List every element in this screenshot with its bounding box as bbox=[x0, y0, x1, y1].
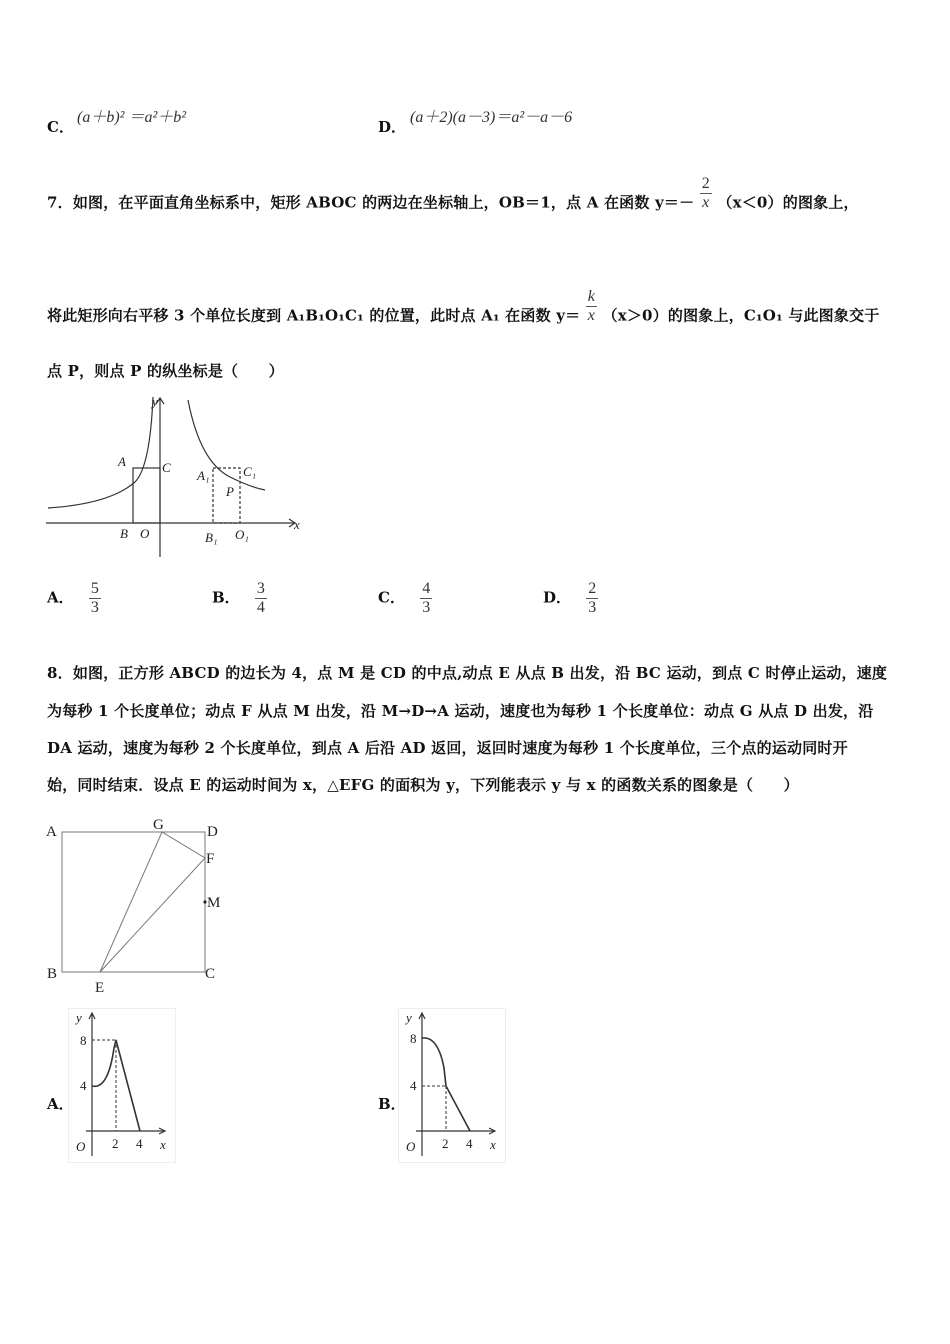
option-label: C． bbox=[378, 588, 405, 607]
label-g: G bbox=[153, 817, 164, 833]
triangle-efg bbox=[100, 832, 205, 972]
q8-line-4: 始，同时结束．设点 E 的运动时间为 x，△EFG 的面积为 y，下列能表示 y 与 x 的函数关系的图象是（ ） bbox=[47, 776, 799, 794]
q6-option-c bbox=[47, 116, 74, 137]
rectangle-aboc bbox=[133, 468, 160, 523]
option-label: D． bbox=[378, 118, 407, 136]
tick-4: 4 bbox=[80, 1078, 87, 1093]
label-b: B bbox=[47, 966, 58, 982]
q7-line-2 bbox=[47, 288, 880, 335]
tick-4-x: 4 bbox=[136, 1136, 143, 1151]
q6-option-d-expression: (a＋2)(a－3)＝a²－a－6 bbox=[410, 109, 573, 126]
numerator: 5 bbox=[90, 580, 99, 597]
label-x: x bbox=[294, 517, 300, 532]
q6-option-d bbox=[378, 116, 406, 137]
option-label: C． bbox=[47, 118, 74, 136]
label-c1: C₁ bbox=[243, 464, 257, 479]
tick-8: 8 bbox=[80, 1033, 87, 1048]
label-a1: A₁ bbox=[197, 468, 210, 483]
q8-option-a-label[interactable]: A． bbox=[47, 1095, 74, 1113]
fraction-k-over-x bbox=[586, 288, 597, 325]
q7-line-1 bbox=[47, 175, 859, 222]
tick-2: 2 bbox=[112, 1136, 119, 1151]
label-y: y bbox=[406, 1010, 412, 1025]
tick-4: 4 bbox=[410, 1078, 417, 1093]
label-d: D bbox=[207, 824, 218, 840]
q8-line-1: 8．如图，正方形 ABCD 的边长为 4，点 M 是 CD 的中点,动点 E 从点 B 出发，沿 BC 运动，到点 C 时停止运动，速度 bbox=[47, 664, 888, 682]
label-c: C bbox=[205, 966, 216, 982]
denominator: 3 bbox=[90, 599, 99, 616]
q7-line-3: 点 P，则点 P 的纵坐标是（ ） bbox=[47, 362, 284, 380]
numerator: 4 bbox=[422, 580, 431, 597]
label-o1: O₁ bbox=[235, 527, 249, 542]
label-p: P bbox=[226, 484, 234, 499]
option-fraction bbox=[420, 580, 432, 617]
denominator: 3 bbox=[588, 599, 597, 616]
denominator: x bbox=[587, 307, 596, 324]
option-label: A． bbox=[47, 588, 74, 607]
label-y: y bbox=[76, 1010, 82, 1025]
label-a: A bbox=[118, 454, 126, 469]
option-fraction bbox=[586, 580, 598, 617]
tick-4-x: 4 bbox=[466, 1136, 473, 1151]
denominator: x bbox=[702, 194, 710, 211]
q8-option-b-graph[interactable] bbox=[398, 1008, 506, 1163]
label-origin: O bbox=[76, 1139, 86, 1154]
q8-line-3: DA 运动，速度为每秒 2 个长度单位，到点 A 后沿 AD 返回，返回时速度为每秒 1 个长度单位，三个点的运动同时开 bbox=[47, 739, 848, 757]
q7-option-d[interactable] bbox=[543, 580, 598, 617]
label-e: E bbox=[95, 980, 105, 996]
tick-2: 2 bbox=[442, 1136, 449, 1151]
tick-8: 8 bbox=[410, 1031, 417, 1046]
label-o: O bbox=[140, 526, 150, 541]
label-c: C bbox=[162, 460, 171, 475]
q8-option-b-label[interactable]: B． bbox=[378, 1095, 406, 1113]
q8-option-a-graph[interactable] bbox=[68, 1008, 176, 1163]
label-b1: B₁ bbox=[205, 530, 218, 545]
label-origin: O bbox=[406, 1139, 416, 1154]
option-label: B． bbox=[212, 588, 240, 607]
label-y: y bbox=[152, 394, 158, 409]
fraction-2-over-x bbox=[700, 175, 712, 212]
q8-line-2: 为每秒 1 个长度单位；动点 F 从点 M 出发，沿 M→D→A 运动，速度也为每秒 1 个长度单位：动点 G 从点 D 出发，沿 bbox=[47, 702, 874, 720]
q7-text: 7．如图，在平面直角坐标系中，矩形 ABOC 的两边在坐标轴上，OB＝1，点 A 在函数 y＝－ bbox=[47, 193, 695, 212]
q6-option-c-expression: (a＋b)² ＝a²＋b² bbox=[77, 109, 187, 126]
q7-text: （x＜0）的图象上， bbox=[717, 193, 859, 212]
numerator: k bbox=[587, 288, 596, 305]
numerator: 3 bbox=[256, 580, 265, 597]
label-a: A bbox=[46, 824, 57, 840]
q7-text: 将此矩形向右平移 3 个单位长度到 A₁B₁O₁C₁ 的位置，此时点 A₁ 在函数 y＝ bbox=[47, 306, 581, 325]
option-fraction bbox=[255, 580, 267, 617]
label-x: x bbox=[490, 1137, 496, 1152]
numerator: 2 bbox=[588, 580, 597, 597]
square-abcd bbox=[62, 832, 205, 972]
option-fraction bbox=[89, 580, 101, 617]
left-hyperbola-curve bbox=[48, 397, 153, 508]
option-label: D． bbox=[543, 588, 572, 607]
label-b: B bbox=[120, 526, 128, 541]
denominator: 4 bbox=[256, 599, 265, 616]
q7-coordinate-figure bbox=[40, 392, 310, 562]
q7-option-c[interactable] bbox=[378, 580, 432, 617]
q8-square-figure bbox=[40, 812, 240, 997]
label-f: F bbox=[206, 851, 215, 867]
q7-option-b[interactable] bbox=[212, 580, 267, 617]
denominator: 3 bbox=[422, 599, 431, 616]
q7-text: （x＞0）的图象上，C₁O₁ 与此图象交于 bbox=[602, 306, 880, 325]
label-m: M bbox=[207, 895, 221, 911]
label-x: x bbox=[160, 1137, 166, 1152]
q7-option-a[interactable] bbox=[47, 580, 101, 617]
numerator: 2 bbox=[701, 175, 710, 192]
